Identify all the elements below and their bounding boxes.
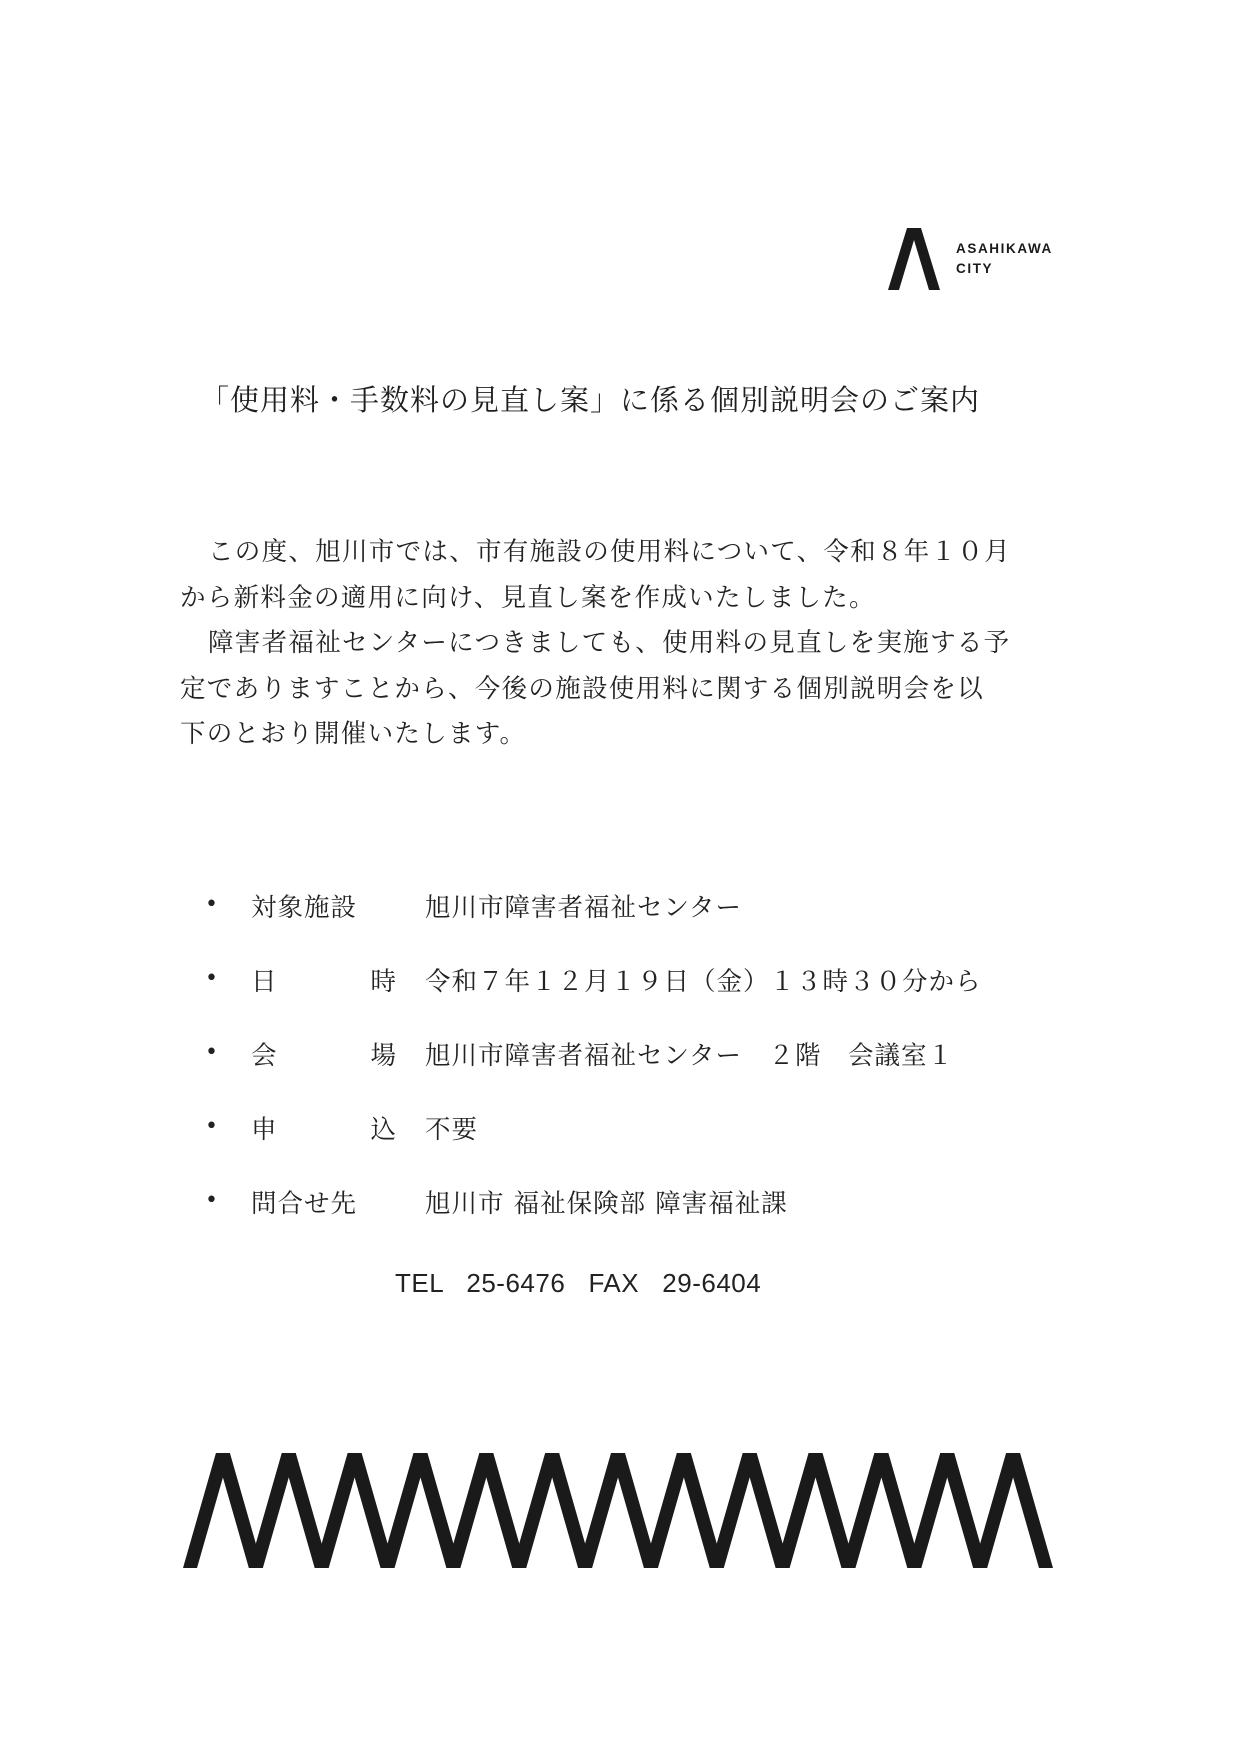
- detail-value: 旭川市 福祉保険部 障害福祉課: [425, 1189, 788, 1219]
- detail-label-text-end: 込: [370, 1115, 397, 1145]
- detail-row-contact: [205, 1184, 1105, 1258]
- bullet: •: [205, 1114, 218, 1139]
- detail-row-venue: [205, 1036, 1105, 1110]
- paragraph-2-line-2: 定でありますことから、今後の施設使用料に関する個別説明会を以: [180, 673, 985, 704]
- detail-row-facility: [205, 888, 1105, 962]
- detail-row-application: [205, 1110, 1105, 1184]
- paragraph-1-line-2: から新料金の適用に向け、見直し案を作成いたしました。: [180, 582, 876, 613]
- detail-label-text: 会: [251, 1041, 278, 1071]
- detail-label-text: 対象施設: [251, 893, 358, 923]
- bullet: •: [205, 1040, 218, 1065]
- body-paragraphs: [180, 530, 1080, 758]
- paragraph-1-line-1: この度、旭川市では、市有施設の使用料について、令和８年１０月: [208, 537, 1011, 567]
- bullet: •: [205, 1188, 218, 1213]
- bullet: •: [205, 966, 218, 991]
- detail-label-text: 日: [251, 967, 278, 997]
- detail-label: [251, 1110, 397, 1146]
- detail-value: 不要: [425, 1115, 479, 1145]
- zigzag-stroke: [1006, 1453, 1053, 1568]
- detail-label-text: 問合せ先: [251, 1189, 358, 1219]
- detail-label: [251, 1184, 397, 1220]
- detail-label-text-end: 場: [370, 1041, 397, 1071]
- logo-line-asahikawa: ASAHIKAWA: [956, 241, 1053, 256]
- contact-phone-fax: TEL 25-6476 FAX 29-6404: [395, 1268, 762, 1298]
- page-title: 「使用料・手数料の見直し案」に係る個別説明会のご案内: [200, 383, 981, 417]
- detail-label: [251, 888, 397, 924]
- event-details: [205, 888, 1105, 1258]
- city-logo: [888, 228, 1053, 290]
- asahikawa-a-mark-icon: [888, 228, 940, 290]
- detail-label-text-end: 時: [370, 967, 397, 997]
- detail-label-text: 申: [251, 1115, 278, 1145]
- logo-line-city: CITY: [956, 261, 994, 276]
- detail-value: 令和７年１２月１９日（金）１３時３０分から: [425, 967, 982, 997]
- zigzag-strokes: [183, 1453, 1053, 1568]
- detail-label: [251, 1036, 397, 1072]
- detail-value: 旭川市障害者福祉センター: [425, 893, 742, 923]
- detail-label: [251, 962, 397, 998]
- logo-wordmark: [956, 239, 1053, 279]
- detail-row-datetime: [205, 962, 1105, 1036]
- asahikawa-zigzag-pattern-icon: [180, 1453, 1056, 1568]
- paragraph-2-line-1: 障害者福祉センターにつきましても、使用料の見直しを実施する予: [208, 628, 1011, 658]
- detail-value: 旭川市障害者福祉センター ２階 会議室１: [425, 1041, 954, 1071]
- paragraph-2-line-3: 下のとおり開催いたします。: [180, 719, 527, 749]
- bullet: •: [205, 892, 218, 917]
